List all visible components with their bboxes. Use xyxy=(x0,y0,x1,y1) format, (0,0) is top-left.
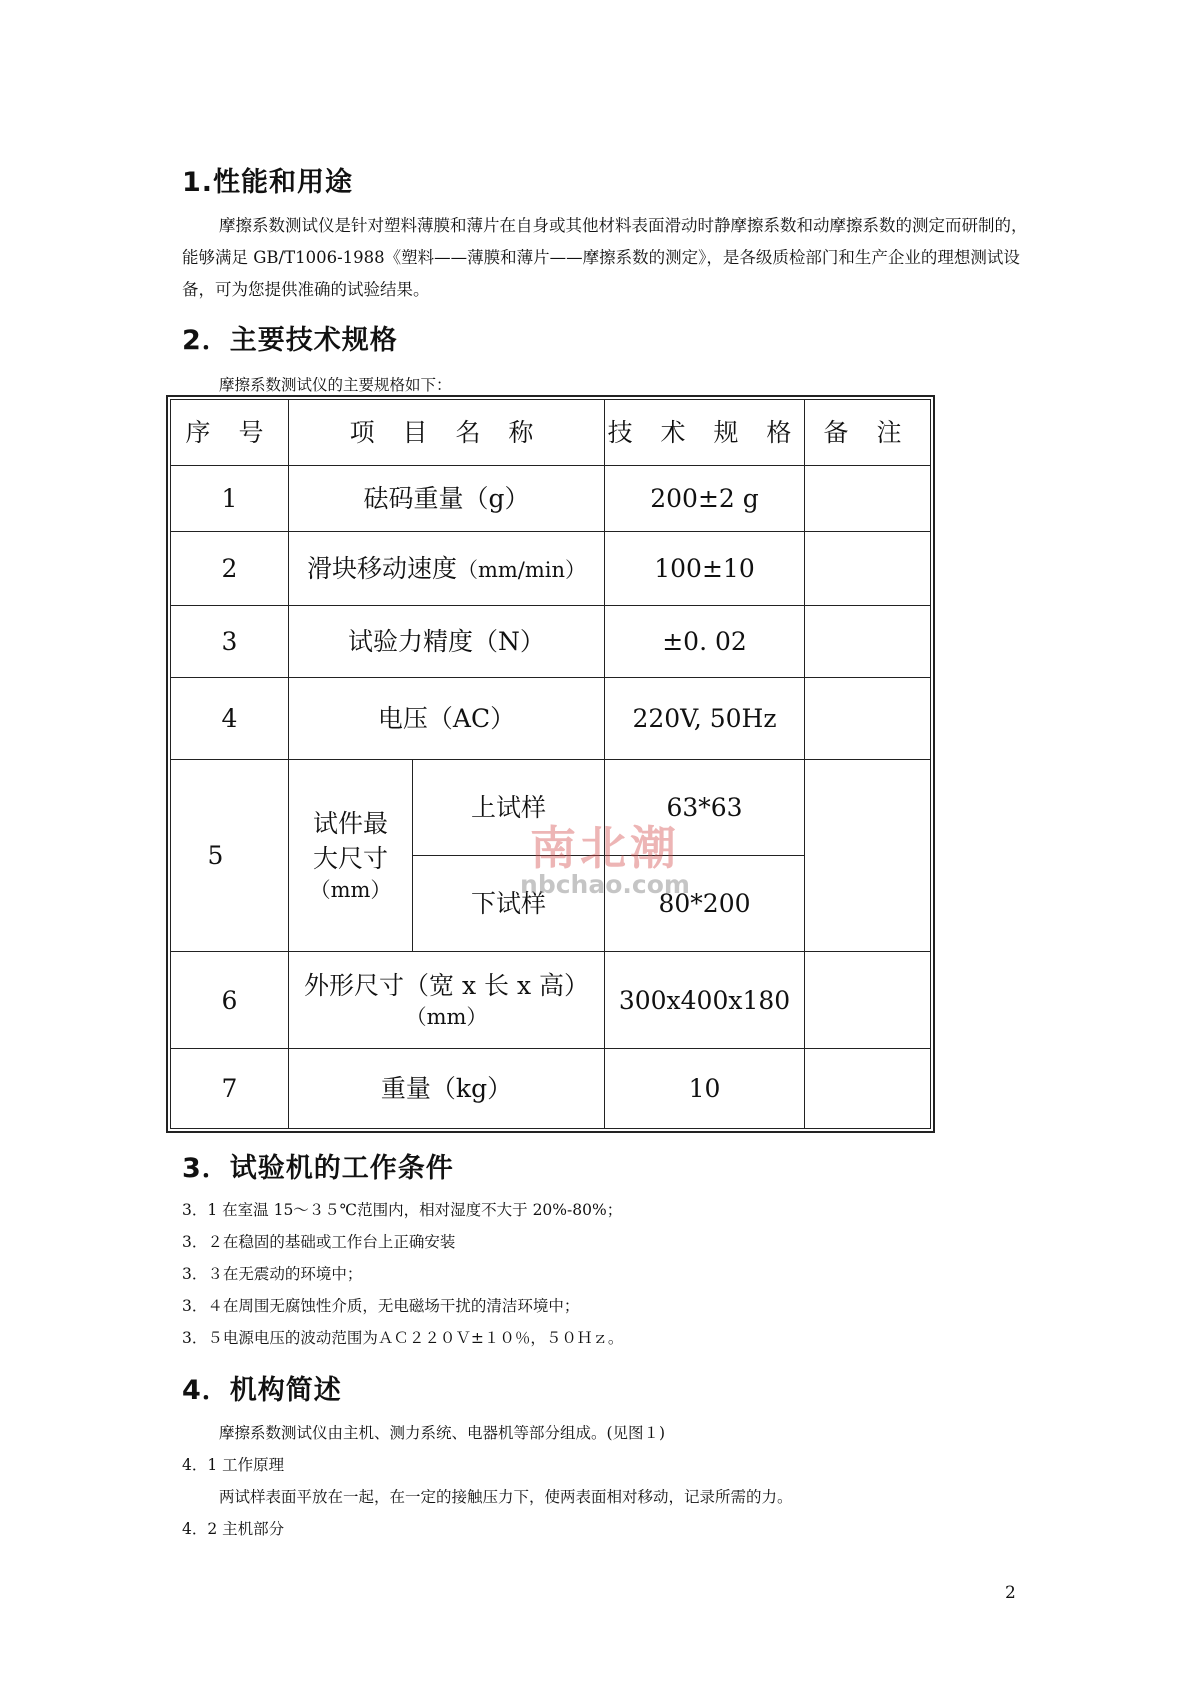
row7-seq: 7 xyxy=(171,1049,289,1129)
subsection-title: 4．1 工作原理 xyxy=(182,1456,285,1474)
section1-heading: 1.性能和用途 xyxy=(182,167,354,198)
row4-spec: 220V, 50Hz xyxy=(605,678,805,760)
condition-item: 3．1 在室温 15～３５℃范围内，相对湿度不大于 20%-80%； xyxy=(182,1201,623,1219)
header-note: 备 注 xyxy=(805,400,931,466)
condition-item: 3．４在周围无腐蚀性介质，无电磁场干扰的清洁环境中； xyxy=(182,1297,580,1315)
row1-name: 砝码重量（g） xyxy=(289,466,605,532)
row1-seq: 1 xyxy=(171,466,289,532)
row6-note xyxy=(805,952,931,1049)
row2-name-cell xyxy=(289,532,605,606)
row5-sub-lower: 下试样 xyxy=(413,856,605,952)
table-row xyxy=(171,952,931,1049)
row5-spec-lower: 80*200 xyxy=(605,856,805,952)
row2-seq: 2 xyxy=(171,532,289,606)
table-row xyxy=(171,466,931,532)
row3-seq: 3 xyxy=(171,606,289,678)
section2-heading: 2．主要技术规格 xyxy=(182,325,398,356)
condition-item: 3．５电源电压的波动范围为ＡＣ２２０Ｖ±１０％，５０Ｈｚ。 xyxy=(182,1329,624,1347)
row5-label-line1: 试件最 xyxy=(312,808,388,838)
page-number: 2 xyxy=(1005,1583,1016,1603)
table-row xyxy=(171,532,931,606)
spec-table xyxy=(170,399,931,1129)
header-seq: 序 号 xyxy=(171,400,289,466)
row5-seq: 5 xyxy=(171,760,289,952)
row5-label-line2: 大尺寸 xyxy=(312,843,388,873)
row2-note xyxy=(805,532,931,606)
row7-name: 重量（kg） xyxy=(289,1049,605,1129)
row4-seq: 4 xyxy=(171,678,289,760)
header-item-name: 项 目 名 称 xyxy=(289,400,605,466)
row4-note xyxy=(805,678,931,760)
row2-spec: 100±10 xyxy=(605,532,805,606)
row3-note xyxy=(805,606,931,678)
row2-unit: （mm/min） xyxy=(456,558,587,582)
row6-name: 外形尺寸（宽 x 长 x 高） xyxy=(304,970,589,1000)
row5-label xyxy=(289,760,413,952)
row5-label-line3: （mm） xyxy=(309,877,392,902)
section1-paragraph: 摩擦系数测试仪是针对塑料薄膜和薄片在自身或其他材料表面滑动时静摩擦系数和动摩擦系数的测定而研制的，能够满足 GB/T1006-1988《塑料——薄膜和薄片——摩擦系数的测定》，是各级质检部门和生产企业的理想测试设备，可为您提供准确的试验结果。 xyxy=(182,216,1028,299)
row5-note xyxy=(805,760,931,952)
table-header-row xyxy=(171,400,931,466)
row6-unit: （mm） xyxy=(405,1004,488,1029)
table-row xyxy=(171,678,931,760)
section4-intro: 摩擦系数测试仪由主机、测力系统、电器机等部分组成。(见图１) xyxy=(219,1424,666,1442)
row7-note xyxy=(805,1049,931,1129)
condition-item: 3．２在稳固的基础或工作台上正确安装 xyxy=(182,1233,456,1251)
row4-name: 电压（AC） xyxy=(289,678,605,760)
subsection-text: 两试样表面平放在一起，在一定的接触压力下，使两表面相对移动，记录所需的力。 xyxy=(219,1488,793,1506)
row6-spec: 300x400x180 xyxy=(605,952,805,1049)
condition-item: 3．３在无震动的环境中； xyxy=(182,1265,363,1283)
section3-heading: 3．试验机的工作条件 xyxy=(182,1153,454,1184)
row6-name-cell xyxy=(289,952,605,1049)
table-row xyxy=(171,1049,931,1129)
row3-name: 试验力精度（N） xyxy=(289,606,605,678)
row2-name: 滑块移动速度 xyxy=(306,554,457,583)
row5-sub-upper: 上试样 xyxy=(413,760,605,856)
subsection-title: 4．2 主机部分 xyxy=(182,1520,285,1538)
table-row xyxy=(171,760,931,856)
section4-heading: 4．机构简述 xyxy=(182,1375,342,1406)
row7-spec: 10 xyxy=(605,1049,805,1129)
row6-seq: 6 xyxy=(171,952,289,1049)
row1-spec: 200±2 g xyxy=(605,466,805,532)
row3-spec: ±0. 02 xyxy=(605,606,805,678)
row1-note xyxy=(805,466,931,532)
table-row xyxy=(171,606,931,678)
watermark-cn: 南北潮 xyxy=(530,821,680,875)
header-spec: 技 术 规 格 xyxy=(605,400,805,466)
section2-intro: 摩擦系数测试仪的主要规格如下： xyxy=(219,376,452,394)
watermark-en: nbchao.com xyxy=(520,870,690,899)
row5-spec-upper: 63*63 xyxy=(605,760,805,856)
